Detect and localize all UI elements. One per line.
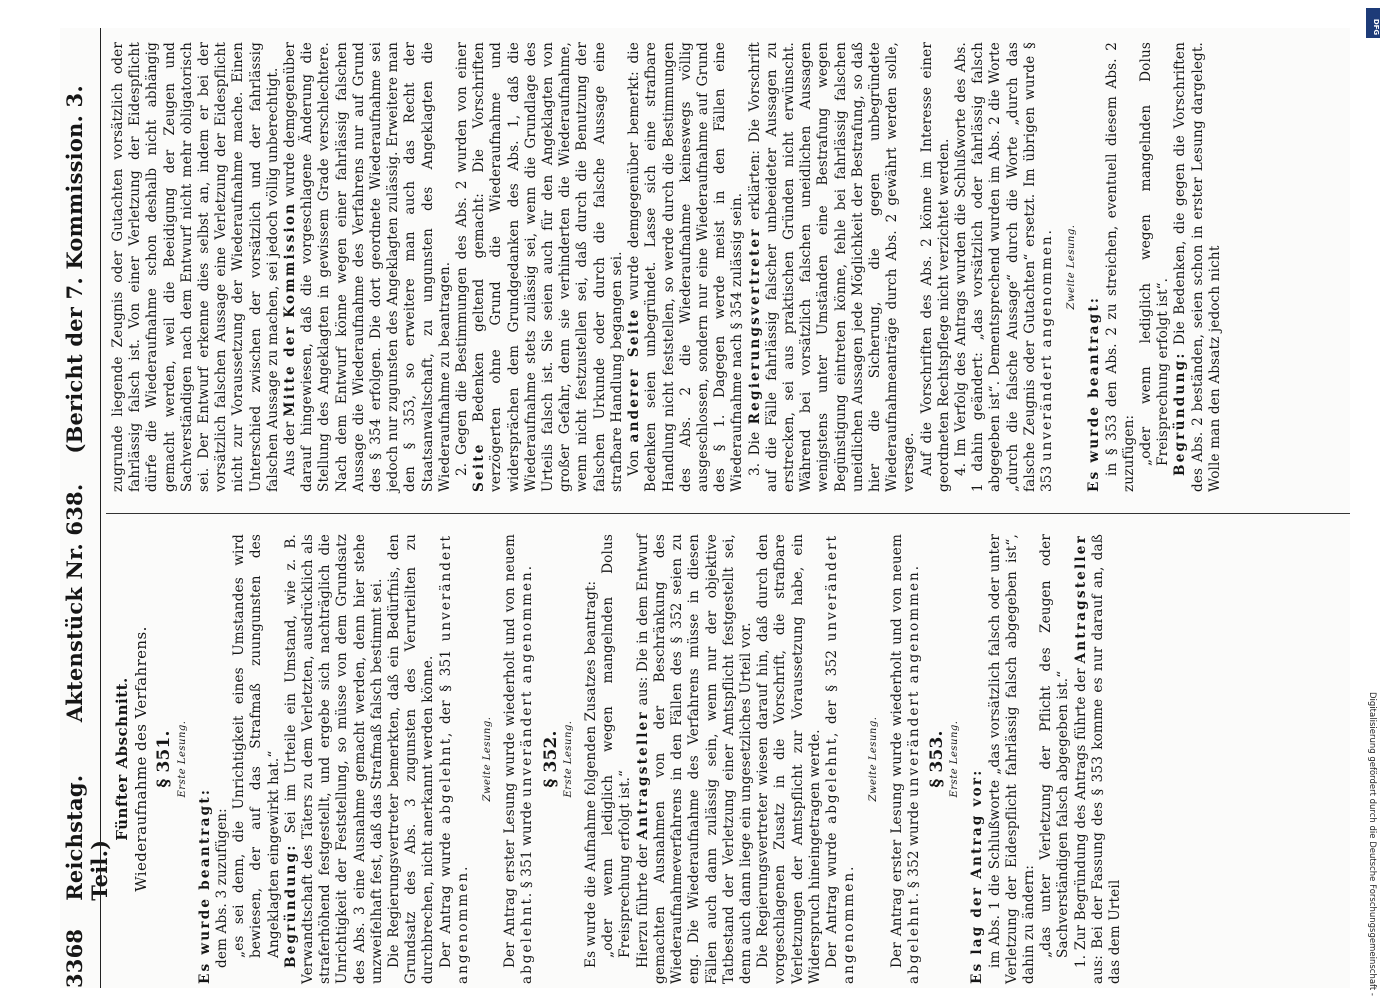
page-number: 3368 bbox=[62, 928, 87, 988]
column-divider bbox=[106, 513, 1350, 514]
abgelehnt-paragraph: Der Antrag wurde abgelehnt, der § 352 unverändert angenommen. bbox=[823, 534, 858, 984]
paragraph-353-heading: § 353. bbox=[926, 730, 947, 788]
kommission-paragraph: Aus der Mitte der Kommission wurde demgegenüber darauf hingewiesen, daß die vorgeschlagene Änderung die Stellung des Angeklagten in gewissem Grade verschlechtere. Nach dem Entwurf könne wegen einer fahrlässig falschen Aussage die Wiederaufnahme des Verfahrens nur auf Grund des § 354 erfolgen. Die dort geordnete Wiederaufnahme sei jedoch nur zugunsten des Angeklagten zulässig. Erweitere man den § 353, so erweitere man auch das Recht der Staatsanwaltschaft, zu ungunsten des Angeklagten die Wiederaufnahme zu beantragen. bbox=[282, 42, 453, 492]
regierung-paragraph: Die Regierungsvertreter wiesen darauf hin, daß durch den vorgeschlagenen Zusatz in die Vorschrift, die strafbare Verletzungen der Amtspflicht zur Voraussetzung habe, ein Widerspruch hineingetragen werde. bbox=[755, 534, 823, 984]
lesung-label: Erste Lesung. bbox=[949, 720, 961, 798]
section-title: Fünfter Abschnitt. bbox=[113, 677, 131, 841]
antrag-quote: „oder wenn lediglich wegen mangelnden Dolus Freisprechung erfolgt ist“. bbox=[1137, 42, 1172, 466]
numbered-paragraph-3: 3. Die Regierungsvertreter erklärten: Die Vorschrift auf die Fälle fahrlässig falscher unbeeideter Aussagen zu erstrecken, sei aus praktischen Gründen nicht erwünscht. Während bei vorsätzlich falschen uneidlichen Aussagen wenigstens unter Umständen eine Bestrafung wegen Begünstigung eintreten könne, fehle bei fahrlässig falschen uneidlichen Aussagen jede Möglichkeit der Bestrafung, so daß hier die Sicherung, die gegen unbegründete Wiederaufnahmeanträge durch Abs. 2 gewährt werden solle, versage. bbox=[746, 42, 918, 492]
section-subtitle: Wiederaufnahme des Verfahrens. bbox=[132, 626, 151, 892]
lesung-label: Erste Lesung. bbox=[562, 720, 574, 798]
antrag-intro: Es wurde beantragt: bbox=[196, 787, 213, 984]
publication-name: Reichstag. Aktenstück Nr. 638. (Bericht der 7. Kommission. 3. Teil.) bbox=[62, 85, 112, 901]
antragsteller-paragraph: Hierzu führte der Antragsteller aus: Die in dem Entwurf gemachten Ausnahmen von der Beschränkung des Wiederaufnahmeverfahrens in den Fällen des § 352 seien zu eng. Die Wiederaufnahme des Verfahrens müsse in diesen Fällen auch dann zulässig sein, wenn nur der objektive Tatbestand der Verletzung einer Amtspflicht festgestellt sei, denn auch dann liege ein ungesetzliches Urteil vor. bbox=[634, 534, 754, 984]
antrag-item: in § 353 den Abs. 2 zu streichen, eventuell diesem Abs. 2 zuzufügen: bbox=[1103, 42, 1137, 492]
dfg-logo: DFG bbox=[1366, 8, 1380, 38]
begruendung-paragraph: Begründung: Die Bedenken, die gegen die Vorschriften des Abs. 2 beständen, seien schon in erster Lesung dargelegt. Wolle man den Absatz jedoch nicht bbox=[1172, 42, 1223, 492]
antrag-intro: Es wurde beantragt: bbox=[1086, 295, 1103, 492]
paragraph-351-heading: § 351. bbox=[154, 730, 175, 788]
document-number: Aktenstück Nr. 638. bbox=[62, 483, 87, 723]
antrag-line: dem Abs. 3 zuzufügen: bbox=[214, 808, 231, 968]
credit-text: Digitalisierung gefördert durch die Deutsche Forschungsgemeinschaft - bbox=[1367, 692, 1377, 996]
left-column bbox=[110, 534, 1124, 984]
digitization-credit bbox=[1366, 6, 1378, 996]
lesung-label: Zweite Lesung. bbox=[868, 716, 880, 802]
paragraph-352-heading: § 352. bbox=[540, 730, 561, 788]
abgelehnt-paragraph: Der Antrag wurde abgelehnt, der § 351 unverändert angenommen. bbox=[437, 534, 471, 984]
numbered-paragraph-4: 4. Im Verfolg des Antrags wurden die Schlußworte des Abs. 1 dahin geändert: „das vorsätzlich oder fahrlässig falsch abgegeben ist“. Dementsprechend wurden im Abs. 2 die Worte „durch die falsche Aussage“ durch die Worte „durch das falsche Zeugnis oder Gutachten“ ersetzt. Im übrigen wurde § 353 unverändert angenommen. bbox=[952, 42, 1055, 492]
begruendung-paragraph: 1. Zur Begründung des Antrags führte der Antragsteller aus: Bei der Fassung des § 353 komme es nur darauf an, daß das dem Urteil bbox=[1072, 534, 1123, 984]
continuation-paragraph: zugrunde liegende Zeugnis oder Gutachten vorsätzlich oder fahrlässig falsch ist. Von einer Verletzung der Eidespflicht dürfe die Wiederaufnahme schon deshalb nicht abhängig gemacht werden, weil die Beeidigung der Zeugen und Sachverständigen nach dem Entwurf nicht mehr obligatorisch sei. Der Entwurf erkenne dies selbst an, indem er bei der vorsätzlich falschen Aussage eine Verletzung der Eidespflicht nicht zur Voraussetzung der Wiederaufnahme mache. Einen Unterschied zwischen der vorsätzlich und der fahrlässig falschen Aussage zu machen, sei jedoch völlig unberechtigt. bbox=[110, 42, 281, 492]
begruendung-paragraph: Begründung: Sei im Urteile ein Umstand, wie z. B. Verwandtschaft des Täters zu dem Verletzten, ausdrücklich als straferhöhend festgestellt, und ergebe sich nachträglich die Unrichtigkeit der Feststellung, so müsse von dem Grundsatz des Abs. 3 eine Ausnahme gemacht werden, denn hier stehe unzweifelhaft fest, daß das Strafmaß falsch bestimmt sei. bbox=[282, 534, 385, 984]
numbered-paragraph-2: 2. Gegen die Bestimmungen des Abs. 2 wurden von einer Seite Bedenken geltend gemacht: Die Vorschriften verzögerten ohne Grund die Wiederaufnahme und widersprächen dem Grundgedanken des Abs. 1, daß die Wiederaufnahme stets zulässig sei, wenn die Grundlage des Urteils falsch ist. Sie seien auch für den Angeklagten von großer Gefahr, denn sie verhinderten die Wiederaufnahme, wenn nicht festzustellen sei, daß durch die Benutzung der falschen Urkunde oder durch die falsche Aussage eine strafbare Handlung begangen sei. bbox=[454, 42, 625, 492]
right-column bbox=[110, 42, 1224, 492]
regierung-paragraph: Die Regierungsvertreter bemerkten, daß ein Bedürfnis, den Grundsatz des Abs. 3 zugunsten des Verurteilten zu durchbrechen, nicht anerkannt werden könne. bbox=[386, 534, 437, 984]
page-header bbox=[62, 28, 112, 988]
lesung-label: Zweite Lesung. bbox=[482, 716, 494, 802]
antrag-quote: „das unter Verletzung der Pflicht des Zeugen oder Sachverständigen falsch abgegeben ist.“ bbox=[1038, 534, 1072, 958]
antrag-intro: Es lag der Antrag vor: bbox=[969, 768, 986, 984]
antrag-quote: „es sei denn, die Unrichtigkeit eines Umstandes wird bewiesen, der auf das Strafmaß zuungunsten des Angeklagten eingewirkt hat.“ bbox=[231, 534, 282, 958]
antrag-item: im Abs. 1 die Schlußworte „das vorsätzlich falsch oder unter Verletzung der Eidespflicht fahrlässig falsch abgegeben ist“, dahin zu ändern: bbox=[986, 534, 1037, 984]
zweite-lesung-paragraph: Der Antrag erster Lesung wurde wiederholt und von neuem abgelehnt. § 351 wurde unverändert angenommen. bbox=[502, 534, 536, 984]
lesung-label: Zweite Lesung. bbox=[1066, 224, 1078, 310]
antrag-intro: Es wurde die Aufnahme folgenden Zusatzes beantragt: bbox=[583, 580, 600, 968]
abs2-paragraph: Auf die Vorschriften des Abs. 2 könne im Interesse einer geordneten Rechtspflege nicht verzichtet werden. bbox=[918, 42, 952, 492]
document-page bbox=[60, 28, 1350, 988]
andere-seite-paragraph: Von anderer Seite wurde demgegenüber bemerkt: die Bedenken seien unbegründet. Lasse sich eine strafbare Handlung nicht feststellen, so werde durch die Bestimmungen des Abs. 2 die Wiederaufnahme keineswegs völlig ausgeschlossen, sondern nur eine Wiederaufnahme auf Grund des § 1. Dagegen werde meist in den Fällen eine Wiederaufnahme nach § 354 zulässig sein. bbox=[626, 42, 746, 492]
lesung-label: Erste Lesung. bbox=[176, 720, 188, 798]
zweite-lesung-paragraph: Der Antrag erster Lesung wurde wiederholt und von neuem abgelehnt. § 352 wurde unverändert angenommen. bbox=[888, 534, 922, 984]
header-rule bbox=[100, 28, 101, 988]
report-title: (Bericht der 7. Kommission. 3. Teil.) bbox=[62, 85, 112, 901]
antrag-quote: „oder wenn lediglich wegen mangelnden Dolus Freisprechung erfolgt ist.“ bbox=[600, 534, 634, 958]
